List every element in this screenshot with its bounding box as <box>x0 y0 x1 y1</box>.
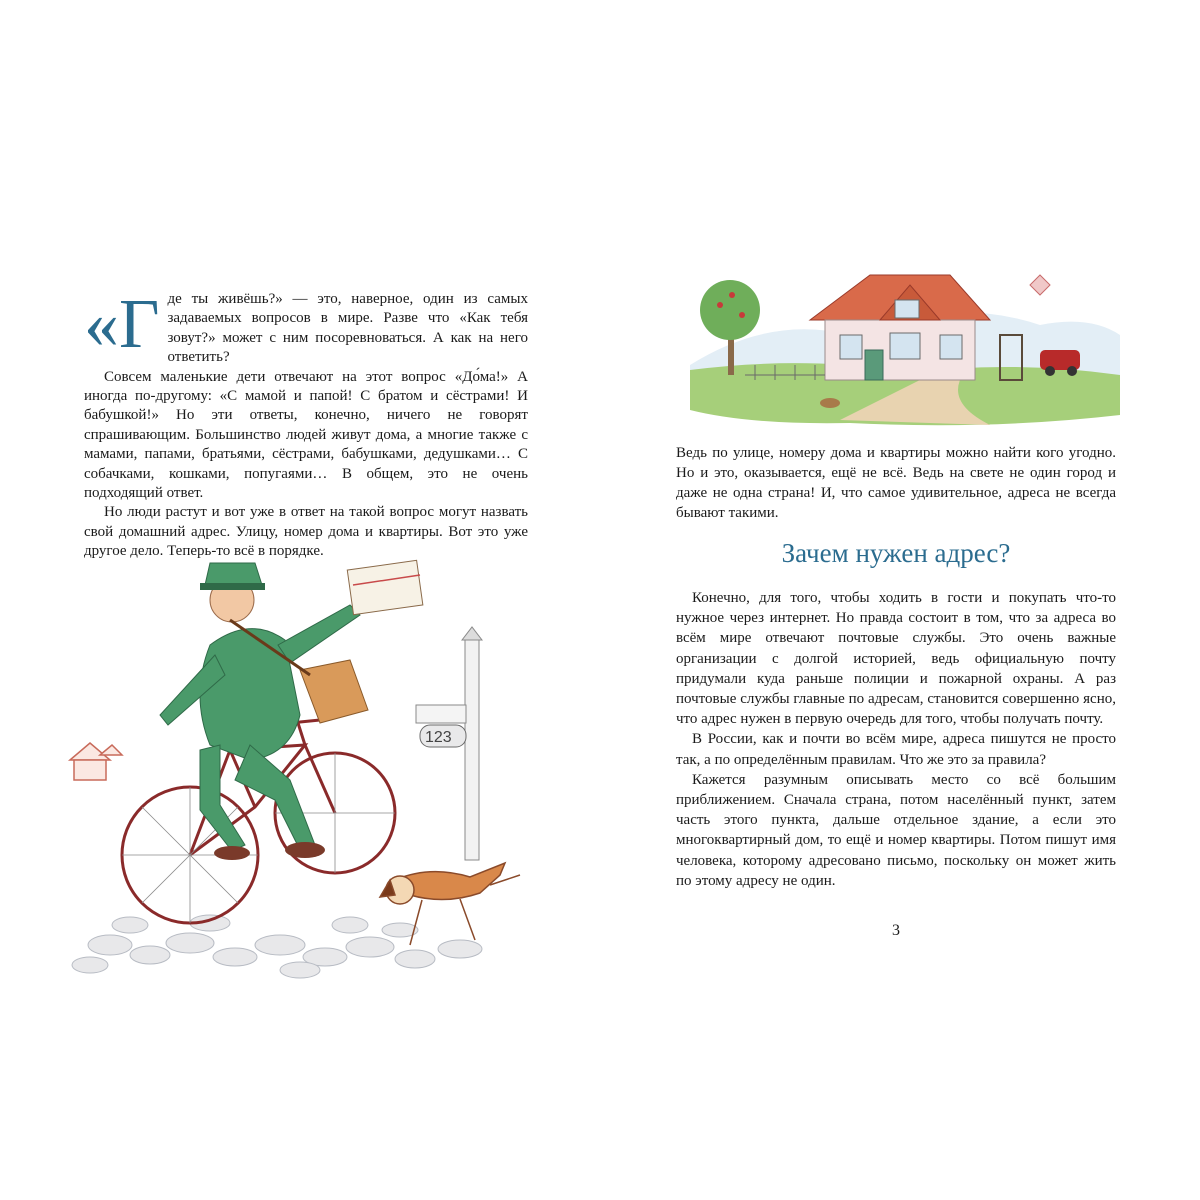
paragraph: Кажется разумным описывать место со всё большим приближением. Сначала страна, потом населённый пункт, затем часть этого пункта, дальше отдельное здание, а если это многоквартирный дом, то ещё и номер квартиры. Потом пишут имя человека, которому адресовано письмо, поскольку он может жить по этому адресу не один. <box>676 771 1116 889</box>
paragraph: Совсем маленькие дети отвечают на этот вопрос «До́ма!» А иногда по-другому: «С мамой и папой! С братом и сёстрами! И бабушкой!» Но эти ответы, конечно, ничего не говорят спрашивающим. Большинство людей живут дома, а многие также с мамами, папами, братьями, сёстрами, бабушками, дедушками… С собачками, кошками, попугаями… В общем, это не очень подходящий ответ. <box>84 368 528 502</box>
postman-on-bicycle-illustration <box>50 545 550 985</box>
left-text-block <box>84 286 528 562</box>
house-watercolor-illustration <box>690 255 1120 430</box>
intro-paragraph: «Где ты живёшь?» — это, наверное, один из самых задаваемых вопросов в мире. Разве что «Как тебя зовут?» может с ним посоревноваться. А как на него ответить? <box>84 286 528 366</box>
right-intro-text <box>676 443 1116 523</box>
paragraph: Конечно, для того, чтобы ходить в гости и покупать что-то нужное через интернет. Но правда состоит в том, что за адреса во всём мире отвечают почтовые службы. Это очень важные организации с долгой историей, ведь официальную почту придумали куда раньше полиции и пожарной охраны. А раз почтовые службы главные по адресам, становится совершенно ясно, что адрес нужен в первую очередь для того, чтобы получать почту. <box>676 590 1116 728</box>
paragraph: Но люди растут и вот уже в ответ на такой вопрос могут назвать свой домашний адрес. Улицу, номер дома и квартиры. Вот это уже другое дело. Теперь-то всё в порядке. <box>84 504 528 560</box>
paragraph: В России, как и почти во всём мире, адреса пишутся не просто так, а по определённым правилам. Что же это за правила? <box>676 731 1116 768</box>
section-heading: Зачем нужен адрес? <box>781 538 1011 568</box>
right-page <box>600 0 1200 1200</box>
paragraph: Ведь по улице, номеру дома и квартиры можно найти кого угодно. Но и это, оказывается, ещё не всё. Ведь на свете не один город и даже не одна страна! И, что самое удивительное, адреса не всегда бывают такими. <box>676 445 1116 521</box>
house-number-sign: 123 <box>425 729 452 746</box>
right-body-text <box>676 588 1116 891</box>
page-number: 3 <box>892 922 900 939</box>
dropcap: «Г <box>84 286 160 363</box>
